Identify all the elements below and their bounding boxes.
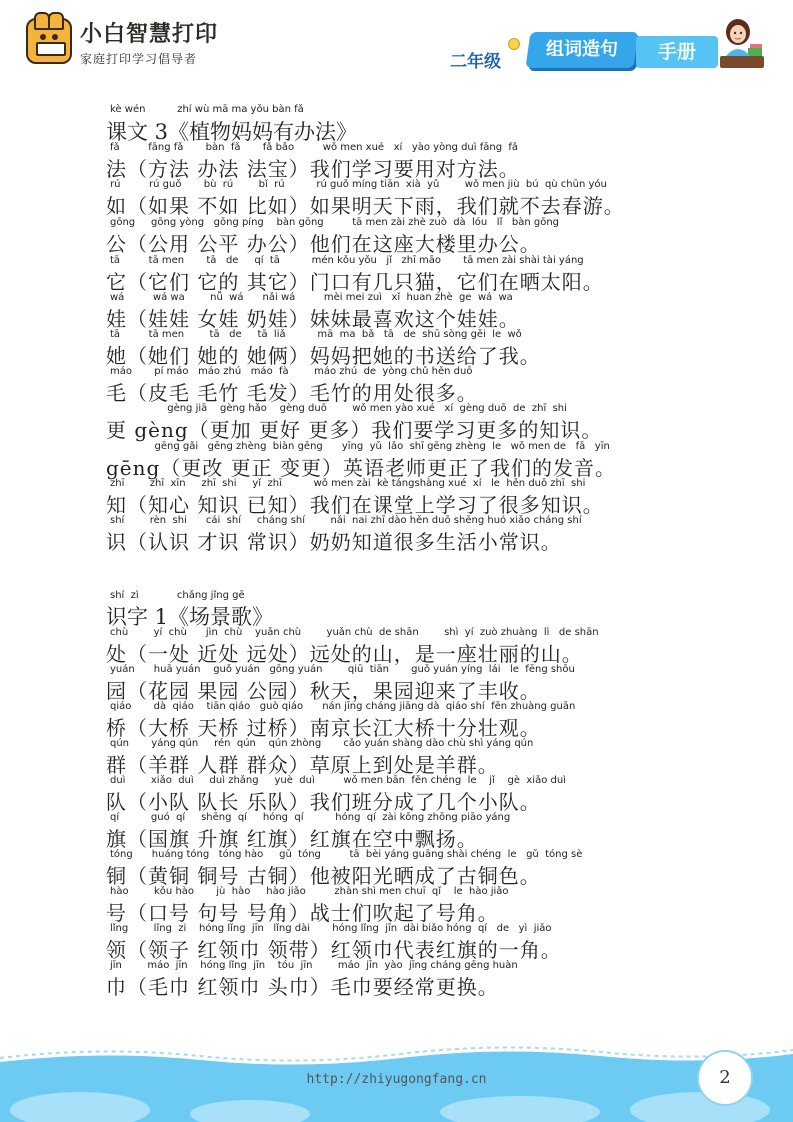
line-pinyin: fǎ fāng fǎ bàn fǎ fǎ bǎo wǒ men xué xí yào yòng duì fāng fǎ — [110, 142, 519, 153]
line-pinyin: gèng jiā gèng hǎo gèng duō wǒ men yào xué xí gèng duō de zhī shi — [110, 403, 567, 414]
section-title-pinyin: shí zì chǎng jǐng gē — [110, 590, 245, 601]
line-pinyin: zhī zhī xīn zhī shi yǐ zhī wǒ men zài kè tángshàng xué xí le hěn duō zhī shi — [110, 478, 586, 489]
section-title: 识字 1《场景歌》 — [106, 605, 274, 629]
word-line: 处（一处 近处 远处）远处的山，是一座壮丽的山。 — [106, 642, 583, 666]
line-pinyin: gēng gǎi gēng zhèng biàn gēng yīng yǔ lǎo shī gēng zhèng le wǒ men de fā yīn — [110, 441, 610, 452]
word-line: 园（花园 果园 公园）秋天，果园迎来了丰收。 — [106, 679, 541, 703]
booklet-type-tag: 手册 — [636, 36, 718, 68]
word-line: 它（它们 它的 其它）门口有几只猫，它们在晒太阳。 — [106, 270, 604, 294]
word-line: 法（方法 办法 法宝）我们学习要用对方法。 — [106, 157, 520, 181]
section-title-pinyin: kè wén zhí wù mā ma yǒu bàn fǎ — [110, 104, 304, 115]
line-pinyin: jīn máo jīn hóng lǐng jīn tóu jīn máo jīn yào jīng cháng gēng huàn — [110, 960, 518, 971]
line-pinyin: máo pí máo máo zhú máo fà máo zhú de yòng chǔ hěn duō — [110, 366, 473, 377]
line-pinyin: hào kǒu hào jù hào hào jiǎo zhàn shì men chuī qǐ le hào jiǎo — [110, 886, 509, 897]
line-pinyin: rú rú guǒ bù rú bǐ rú rú guǒ míng tiān xià yǔ wǒ men jiù bú qù chūn yóu — [110, 179, 607, 190]
line-pinyin: lǐng lǐng zi hóng lǐng jīn lǐng dài hóng lǐng jīn dài biǎo hóng qí de yì jiǎo — [110, 923, 552, 934]
word-line: 旗（国旗 升旗 红旗）红旗在空中飘扬。 — [106, 827, 478, 851]
line-pinyin: wá wá wa nǚ wá nǎi wá mèi mei zuì xǐ huan zhè ge wá wa — [110, 292, 513, 303]
word-line: 娃（娃娃 女娃 奶娃）妹妹最喜欢这个娃娃。 — [106, 307, 520, 331]
brand-name: 小白智慧打印 — [80, 22, 219, 47]
line-pinyin: duì xiǎo duì duì zhǎng yuè duì wǒ men bān fēn chéng le jǐ gè xiǎo duì — [110, 775, 566, 786]
section-title: 课文 3《植物妈妈有办法》 — [106, 120, 358, 144]
line-pinyin: shí rèn shi cái shí cháng shí nǎi nai zhī dào hěn duō shēng huó xiǎo cháng shí — [110, 515, 582, 526]
word-line: 识（认识 才识 常识）奶奶知道很多生活小常识。 — [106, 530, 562, 554]
word-line: 巾（毛巾 红领巾 头巾）毛巾要经常更换。 — [106, 975, 499, 999]
line-pinyin: qiáo dà qiáo tiān qiáo guò qiáo nán jīng cháng jiāng dà qiáo shí fēn zhuàng guān — [110, 701, 576, 712]
line-pinyin: yuán huā yuán guǒ yuán gōng yuán qiū tiān guǒ yuán yíng lái le fēng shōu — [110, 664, 575, 675]
line-pinyin: qí guó qí shēng qí hóng qí hóng qí zài kōng zhōng piāo yáng — [110, 812, 511, 823]
word-line: 群（羊群 人群 群众）草原上到处是羊群。 — [106, 753, 499, 777]
word-line: 知（知心 知识 已知）我们在课堂上学习了很多知识。 — [106, 493, 604, 517]
word-line: 公（公用 公平 办公）他们在这座大楼里办公。 — [106, 232, 541, 256]
word-line: 铜（黄铜 铜号 古铜）他被阳光晒成了古铜色。 — [106, 864, 541, 888]
booklet-topic-tag: 组词造句 — [525, 32, 638, 68]
word-line: 毛（皮毛 毛竹 毛发）毛竹的用处很多。 — [106, 381, 478, 405]
line-pinyin: tā tā men tā de qí tā mén kǒu yǒu jǐ zhī māo tā men zài shài tài yáng — [110, 255, 584, 266]
word-line: gēng（更改 更正 变更）英语老师更正了我们的发音。 — [106, 456, 617, 480]
line-pinyin: gōng gōng yòng gōng píng bàn gōng tā men zài zhè zuò dà lóu lǐ bàn gōng — [110, 217, 560, 228]
line-pinyin: tā tā men tā de tā liǎ mā ma bǎ tā de shū sòng gěi le wǒ — [110, 329, 522, 340]
line-pinyin: chù yí chù jìn chù yuǎn chù yuǎn chù de shān shì yí zuò zhuàng lì de shān — [110, 627, 599, 638]
brand-slogan: 家庭打印学习倡导者 — [80, 52, 198, 66]
grade-label: 二年级 — [450, 52, 501, 72]
word-line: 更 gèng（更加 更好 更多）我们要学习更多的知识。 — [106, 418, 603, 442]
word-line: 号（口号 句号 号角）战士们吹起了号角。 — [106, 901, 499, 925]
word-line: 领（领子 红领巾 领带）红领巾代表红旗的一角。 — [106, 938, 562, 962]
word-line: 队（小队 队长 乐队）我们班分成了几个小队。 — [106, 790, 541, 814]
line-pinyin: tóng huáng tóng tóng hào gǔ tóng tā bèi yáng guāng shài chéng le gǔ tóng sè — [110, 849, 583, 860]
word-line: 她（她们 她的 她俩）妈妈把她的书送给了我。 — [106, 344, 541, 368]
footer-url[interactable]: http://zhiyugongfang.cn — [306, 1072, 487, 1087]
page-number: 2 — [697, 1050, 753, 1106]
word-line: 桥（大桥 天桥 过桥）南京长江大桥十分壮观。 — [106, 716, 541, 740]
line-pinyin: qún yáng qún rén qún qún zhòng cǎo yuán shàng dào chù shì yáng qún — [110, 738, 534, 749]
word-line: 如（如果 不如 比如）如果明天下雨，我们就不去春游。 — [106, 194, 625, 218]
